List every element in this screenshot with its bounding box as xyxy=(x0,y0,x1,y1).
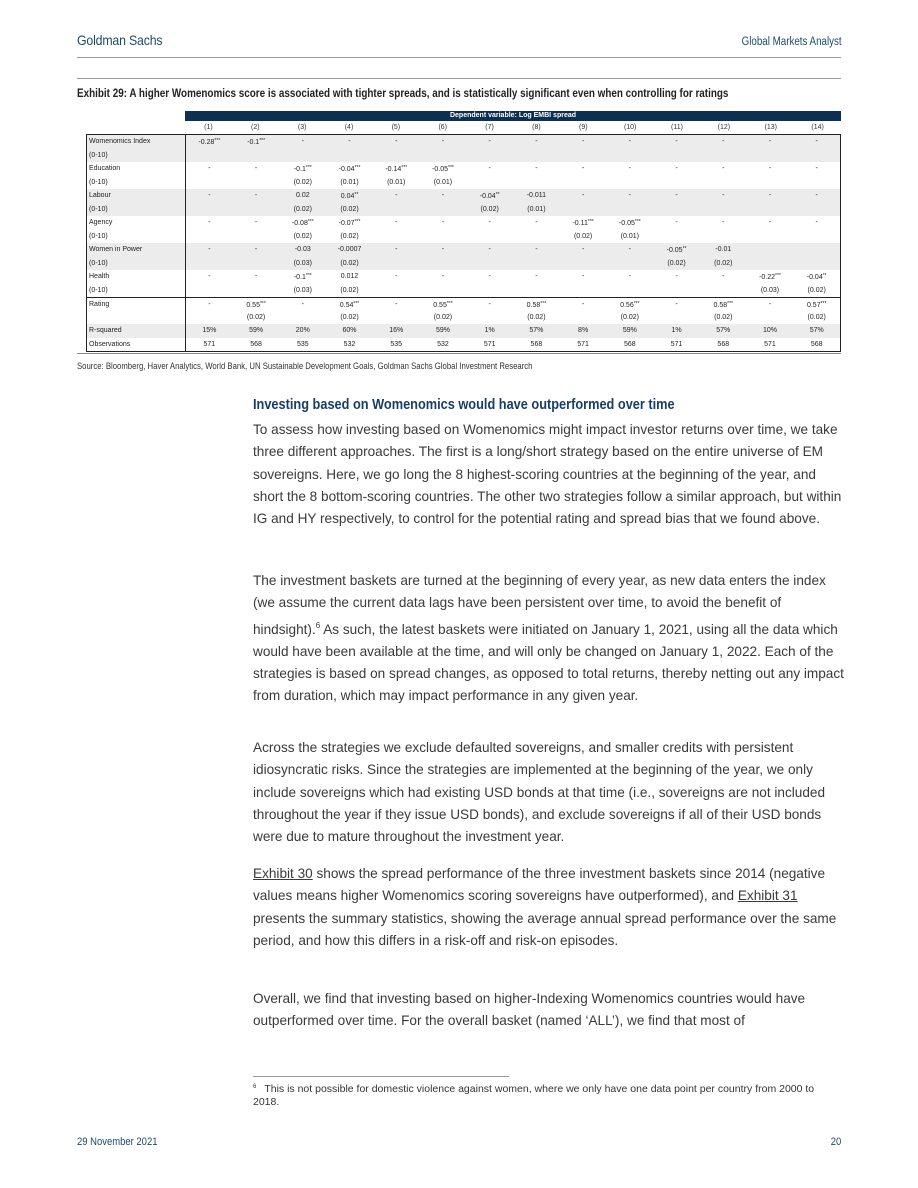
header-rule xyxy=(77,57,841,58)
table-cell: 20% xyxy=(295,327,310,334)
table-cell xyxy=(466,230,513,244)
row-label: Observations xyxy=(87,338,186,352)
table-cell: - xyxy=(208,192,211,199)
paragraph-4 xyxy=(253,863,845,952)
table-cell: - xyxy=(488,273,491,280)
table-cell xyxy=(513,176,560,190)
paragraph-2-text-b: As such, the latest baskets were initiated on January 1, 2021, using all the data which would have been available at the time, and will only be changed on January 1, 2022. Each of the strategies is based on spread changes, as opposed to total returns, thereby netting out any impact from duration, which may impact performance in any given year. xyxy=(253,621,844,704)
table-cell xyxy=(326,149,373,163)
paragraph-2 xyxy=(253,570,845,708)
table-cell: - xyxy=(768,219,772,226)
table-cell: - xyxy=(488,138,491,145)
table-cell: - xyxy=(628,273,631,280)
table-cell: - xyxy=(488,246,491,253)
table-cell: 571 xyxy=(670,340,683,348)
row-label: Labour xyxy=(87,189,186,203)
table-cell xyxy=(466,284,513,298)
table-cell: -0.03 xyxy=(294,246,311,253)
row-label: Womenomics Index xyxy=(87,135,186,149)
table-cell: - xyxy=(675,192,678,199)
row-label: R-squared xyxy=(87,324,186,338)
table-cell: 0.02 xyxy=(295,192,310,199)
table-cell: (0.03) xyxy=(760,286,780,294)
table-cell: 571 xyxy=(764,340,776,348)
table-cell xyxy=(466,311,513,325)
table-cell: - xyxy=(581,246,585,253)
table-cell: - xyxy=(722,192,725,199)
table-cell: - xyxy=(441,246,445,253)
table-cell xyxy=(279,311,326,325)
column-header: (1) xyxy=(204,124,213,131)
table-cell: -0.1*** xyxy=(293,273,312,281)
table-cell: - xyxy=(441,273,445,280)
table-cell: - xyxy=(628,165,631,172)
table-cell xyxy=(793,203,840,217)
table-cell: 57% xyxy=(809,327,824,334)
column-header: (9) xyxy=(579,124,588,131)
table-cell: (0.02) xyxy=(807,313,826,321)
table-cell: 535 xyxy=(296,340,309,348)
table-row xyxy=(87,149,840,163)
table-cell xyxy=(373,257,420,271)
table-cell xyxy=(186,203,233,217)
table-cell xyxy=(420,203,467,217)
table-cell xyxy=(513,284,560,298)
column-header: (4) xyxy=(344,124,354,131)
column-header: (6) xyxy=(438,124,447,131)
table-row xyxy=(87,203,840,217)
paragraph-1: To assess how investing based on Womenomics might impact investor returns over time, we take three different approaches. The first is a long/short strategy based on the entire universe of EM sovereigns. Here, we go long the 8 highest-scoring countries at the beginning of the year, and short the 8 bottom-scoring countries. The other two strategies follow a similar approach, but within IG and HY respectively, to control for the potential rating and spread bias that we found above. xyxy=(253,422,842,527)
table-cell: - xyxy=(722,219,725,226)
table-cell: - xyxy=(722,138,725,145)
row-label: (0-10) xyxy=(87,176,186,190)
table-cell: - xyxy=(395,273,398,280)
table-cell: - xyxy=(395,301,398,308)
table-cell: (0.02) xyxy=(340,313,359,321)
table-cell: - xyxy=(441,219,445,226)
table-cell: 1% xyxy=(484,327,495,334)
table-cell: - xyxy=(395,192,398,199)
table-cell xyxy=(186,311,233,325)
table-cell xyxy=(513,257,560,271)
column-header: (7) xyxy=(485,124,494,131)
footnote-ref-6[interactable]: 6 xyxy=(315,620,321,630)
table-cell: -0.011 xyxy=(526,192,547,199)
table-row xyxy=(87,257,840,271)
page-number: 20 xyxy=(830,1136,841,1148)
table-cell xyxy=(233,149,280,163)
row-label: Education xyxy=(87,162,186,176)
row-label xyxy=(87,311,186,325)
table-cell: 60% xyxy=(342,327,357,334)
table-cell: -0.22*** xyxy=(759,273,781,281)
table-cell: - xyxy=(254,273,258,280)
table-cell: 1% xyxy=(671,327,682,334)
table-row xyxy=(87,216,840,230)
table-cell xyxy=(653,311,700,325)
table-cell: 59% xyxy=(622,327,637,334)
table-cell: -0.1*** xyxy=(247,138,266,146)
table-cell xyxy=(747,149,794,163)
table-cell xyxy=(466,149,513,163)
table-cell: 0.57*** xyxy=(806,301,827,309)
table-cell: - xyxy=(581,138,585,145)
table-cell: (0.02) xyxy=(293,178,312,186)
table-cell xyxy=(560,257,607,271)
table-cell: 57% xyxy=(529,327,544,334)
column-header: (8) xyxy=(532,124,541,131)
table-cell xyxy=(700,230,747,244)
table-cell: (0.02) xyxy=(667,259,686,267)
table-cell: -0.05*** xyxy=(618,219,641,227)
table-cell: 571 xyxy=(577,340,589,348)
dependent-variable-bar: Dependent variable: Log EMBI spread xyxy=(185,111,841,121)
table-cell: 57% xyxy=(716,327,731,334)
paragraph-2-text-a: The investment baskets are turned at the beginning of every year, as new data enters the index (we assume the current data lags have been persistent over time, to avoid the benefit of hindsight). xyxy=(253,573,826,637)
table-cell: (0.02) xyxy=(433,313,453,321)
table-cell xyxy=(653,149,700,163)
table-cell: (0.02) xyxy=(340,205,359,213)
table-cell: - xyxy=(441,192,445,199)
table-cell: - xyxy=(628,138,631,145)
table-cell: - xyxy=(254,246,258,253)
table-cell: - xyxy=(581,301,585,308)
table-cell: 59% xyxy=(435,327,450,334)
table-cell: 568 xyxy=(810,340,823,348)
table-cell xyxy=(653,284,700,298)
row-label: Women in Power xyxy=(87,243,186,257)
row-label: (0-10) xyxy=(87,257,186,271)
footnote-number: 6 xyxy=(253,1084,257,1090)
table-body xyxy=(86,134,841,352)
paragraph-4-text-a: shows the spread performance of the three investment baskets since 2014 (negative values means higher Womenomics scoring sovereigns have outperformed), and xyxy=(253,866,826,904)
table-cell: - xyxy=(254,165,258,172)
table-cell xyxy=(233,257,280,271)
table-cell: (0.02) xyxy=(340,259,359,267)
table-row xyxy=(87,270,840,284)
table-cell: - xyxy=(675,219,678,226)
exhibit-top-rule xyxy=(77,78,841,79)
table-cell: - xyxy=(768,192,772,199)
table-cell xyxy=(420,257,467,271)
table-cell: - xyxy=(535,246,538,253)
table-row xyxy=(87,189,840,203)
table-cell xyxy=(513,230,560,244)
table-cell xyxy=(420,230,467,244)
table-cell: 571 xyxy=(483,340,496,348)
table-cell xyxy=(373,149,420,163)
exhibit-30-link[interactable]: Exhibit 30 xyxy=(253,866,313,881)
table-cell: - xyxy=(581,273,585,280)
table-row xyxy=(87,284,840,298)
table-cell xyxy=(793,176,840,190)
table-cell: - xyxy=(208,301,211,308)
section-heading: Investing based on Womenomics would have outperformed over time xyxy=(253,397,675,413)
table-cell xyxy=(373,311,420,325)
table-cell: -0.04** xyxy=(806,273,827,281)
table-cell xyxy=(560,176,607,190)
table-cell xyxy=(560,311,607,325)
table-cell: -0.07*** xyxy=(338,219,361,227)
table-cell: -0.04*** xyxy=(338,165,361,173)
table-cell xyxy=(747,311,794,325)
table-cell: (0.02) xyxy=(293,205,312,213)
table-cell: - xyxy=(395,246,398,253)
table-cell xyxy=(560,203,607,217)
row-label: (0-10) xyxy=(87,203,186,217)
table-cell xyxy=(560,284,607,298)
exhibit-title: Exhibit 29: A higher Womenomics score is associated with tighter spreads, and is statistically significant even when controlling for ratings xyxy=(77,88,729,100)
table-cell: 532 xyxy=(343,340,356,348)
table-cell: -0.08*** xyxy=(291,219,314,227)
table-row xyxy=(87,311,840,325)
table-cell: 532 xyxy=(437,340,449,348)
column-header: (2) xyxy=(251,124,260,131)
table-cell xyxy=(186,149,233,163)
table-cell xyxy=(373,230,420,244)
table-cell: - xyxy=(254,219,258,226)
column-header: (5) xyxy=(391,124,401,131)
table-cell xyxy=(653,176,700,190)
table-cell: - xyxy=(722,273,725,280)
table-cell xyxy=(700,203,747,217)
table-cell: - xyxy=(395,138,398,145)
table-cell: - xyxy=(301,138,304,145)
table-cell xyxy=(747,243,794,257)
paragraph-5: Overall, we find that investing based on higher-Indexing Womenomics countries would have outperformed over time. For the overall basket (named ‘ALL’), we find that most of xyxy=(253,991,806,1029)
table-cell xyxy=(606,203,653,217)
paragraph-4-text-b: presents the summary statistics, showing the average annual spread performance over the same period, and how this differs in a risk-off and risk-on episodes. xyxy=(253,910,837,948)
table-cell: - xyxy=(628,246,631,253)
table-cell: - xyxy=(301,301,304,308)
footnote-text: This is not possible for domestic violence against women, where we only have one data point per country from 2000 to 2018. xyxy=(253,1083,815,1108)
table-cell: - xyxy=(815,165,818,172)
table-cell: - xyxy=(208,273,211,280)
column-header: (11) xyxy=(671,124,683,131)
table-row xyxy=(87,135,840,149)
table-cell: -0.04** xyxy=(479,192,500,200)
table-cell xyxy=(747,203,794,217)
table-cell xyxy=(279,149,326,163)
table-cell: -0.0007 xyxy=(337,246,362,253)
table-cell: 0.012 xyxy=(340,273,359,280)
table-cell: - xyxy=(535,165,538,172)
table-bottom-rule xyxy=(77,353,841,354)
table-cell: 535 xyxy=(390,340,403,348)
table-cell: -0.28*** xyxy=(198,138,221,146)
table-cell: - xyxy=(675,301,678,308)
row-label: Agency xyxy=(87,216,186,230)
table-cell: (0.02) xyxy=(480,205,499,213)
exhibit-source: Source: Bloomberg, Haver Analytics, World Bank, UN Sustainable Development Goals, Goldman Sachs Global Investment Research xyxy=(77,361,533,371)
table-cell: 568 xyxy=(717,340,730,348)
table-cell: (0.02) xyxy=(620,313,639,321)
table-cell: - xyxy=(441,138,445,145)
table-cell: - xyxy=(208,246,211,253)
table-cell xyxy=(513,149,560,163)
table-cell: - xyxy=(535,138,538,145)
table-cell xyxy=(653,230,700,244)
table-cell: (0.02) xyxy=(340,286,359,294)
table-cell: - xyxy=(768,301,772,308)
table-cell: (0.01) xyxy=(527,205,546,213)
table-cell: - xyxy=(488,301,491,308)
table-cell xyxy=(747,176,794,190)
footnote xyxy=(253,1081,843,1109)
table-cell: (0.02) xyxy=(527,313,546,321)
table-cell xyxy=(466,257,513,271)
footnote-rule xyxy=(253,1076,509,1077)
row-label: Rating xyxy=(87,298,186,311)
table-cell: 568 xyxy=(250,340,262,348)
table-cell: 0.55*** xyxy=(433,301,453,309)
table-cell: (0.03) xyxy=(293,286,312,294)
table-cell: - xyxy=(675,273,678,280)
column-header: (13) xyxy=(764,124,777,131)
table-cell: -0.05** xyxy=(666,246,687,254)
table-cell xyxy=(186,284,233,298)
table-cell: 16% xyxy=(389,327,404,334)
table-cell: (0.01) xyxy=(340,178,359,186)
table-cell: (0.02) xyxy=(807,286,826,294)
table-cell: - xyxy=(535,273,538,280)
column-headers xyxy=(185,123,841,133)
table-cell: (0.02) xyxy=(714,259,733,267)
table-cell: (0.02) xyxy=(340,232,359,240)
table-cell xyxy=(606,176,653,190)
table-cell xyxy=(700,176,747,190)
table-cell xyxy=(373,284,420,298)
header-publication: Global Markets Analyst xyxy=(742,36,842,48)
table-cell xyxy=(793,230,840,244)
table-cell: 568 xyxy=(623,340,636,348)
table-cell: - xyxy=(254,192,258,199)
table-cell: 571 xyxy=(203,340,216,348)
table-cell: - xyxy=(581,165,585,172)
table-cell xyxy=(793,243,840,257)
table-cell: (0.01) xyxy=(433,178,453,186)
table-cell: (0.02) xyxy=(293,232,312,240)
table-cell xyxy=(653,203,700,217)
table-cell xyxy=(606,257,653,271)
footer-date: 29 November 2021 xyxy=(77,1136,158,1148)
table-cell: (0.02) xyxy=(573,232,593,240)
table-cell xyxy=(793,149,840,163)
table-cell: 0.55*** xyxy=(246,301,266,309)
table-cell xyxy=(373,203,420,217)
table-cell: -0.1*** xyxy=(293,165,312,173)
table-cell xyxy=(186,176,233,190)
table-cell: - xyxy=(815,192,818,199)
table-row xyxy=(87,338,840,352)
table-row xyxy=(87,324,840,338)
table-cell: - xyxy=(722,165,725,172)
table-cell xyxy=(700,284,747,298)
table-cell: 10% xyxy=(762,327,777,334)
table-cell: (0.01) xyxy=(387,178,406,186)
table-cell xyxy=(186,257,233,271)
table-cell: - xyxy=(675,165,678,172)
table-cell xyxy=(420,149,467,163)
table-cell xyxy=(233,284,280,298)
table-cell xyxy=(747,230,794,244)
table-row xyxy=(87,162,840,176)
table-row xyxy=(87,230,840,244)
table-cell: 0.58*** xyxy=(713,301,733,309)
table-cell xyxy=(793,257,840,271)
column-header: (14) xyxy=(811,124,824,131)
column-header: (12) xyxy=(717,124,731,131)
table-cell xyxy=(747,257,794,271)
table-cell: (0.02) xyxy=(714,313,733,321)
table-cell xyxy=(233,176,280,190)
table-cell xyxy=(233,203,280,217)
table-cell xyxy=(606,149,653,163)
table-cell: (0.03) xyxy=(293,259,312,267)
table-cell: -0.05*** xyxy=(432,165,454,173)
table-cell: -0.11*** xyxy=(572,219,594,227)
table-cell: - xyxy=(768,138,772,145)
column-header: (10) xyxy=(623,124,637,131)
table-cell: 0.58*** xyxy=(526,301,547,309)
table-cell: 0.56*** xyxy=(620,301,640,309)
table-cell xyxy=(186,230,233,244)
table-cell: - xyxy=(488,165,491,172)
table-cell: 59% xyxy=(249,327,264,334)
table-row xyxy=(87,297,840,311)
table-cell: - xyxy=(815,138,818,145)
table-cell: 0.04** xyxy=(340,192,359,200)
table-cell: - xyxy=(768,165,772,172)
table-cell: - xyxy=(488,219,491,226)
table-cell: 15% xyxy=(202,327,217,334)
table-cell: 8% xyxy=(578,327,589,334)
header-brand: Goldman Sachs xyxy=(77,32,163,48)
table-cell xyxy=(700,149,747,163)
table-cell: -0.01 xyxy=(715,246,732,253)
paragraph-3: Across the strategies we exclude defaulted sovereigns, and smaller credits with persistent idiosyncratic risks. Since the strategies are implemented at the beginning of the year, we only include sovereigns which had existing USD bonds at that time (i.e., sovereigns are not included throughout the year if they issue USD bonds), and exclude sovereigns if all of their USD bonds were due to mature throughout the investment year. xyxy=(253,740,826,845)
table-cell: - xyxy=(815,219,818,226)
row-label: (0-10) xyxy=(87,149,186,163)
table-cell xyxy=(420,284,467,298)
table-cell: - xyxy=(395,219,398,226)
row-label: Health xyxy=(87,270,186,284)
table-cell: - xyxy=(628,192,631,199)
table-cell: 568 xyxy=(530,340,543,348)
table-cell: (0.02) xyxy=(246,313,266,321)
table-cell xyxy=(466,176,513,190)
table-cell: - xyxy=(208,165,211,172)
table-cell xyxy=(560,149,607,163)
table-cell: - xyxy=(348,138,351,145)
column-header: (3) xyxy=(297,124,307,131)
row-label: (0-10) xyxy=(87,284,186,298)
table-cell: - xyxy=(208,219,211,226)
table-cell: - xyxy=(581,192,585,199)
table-cell xyxy=(233,230,280,244)
row-label: (0-10) xyxy=(87,230,186,244)
table-cell: (0.01) xyxy=(620,232,639,240)
table-cell xyxy=(606,284,653,298)
table-cell: - xyxy=(675,138,678,145)
table-cell: 0.54*** xyxy=(339,301,360,309)
table-row xyxy=(87,243,840,257)
exhibit-31-link[interactable]: Exhibit 31 xyxy=(737,888,798,904)
table-row xyxy=(87,176,840,190)
table-cell: -0.14*** xyxy=(385,165,408,173)
table-cell: - xyxy=(535,219,538,226)
